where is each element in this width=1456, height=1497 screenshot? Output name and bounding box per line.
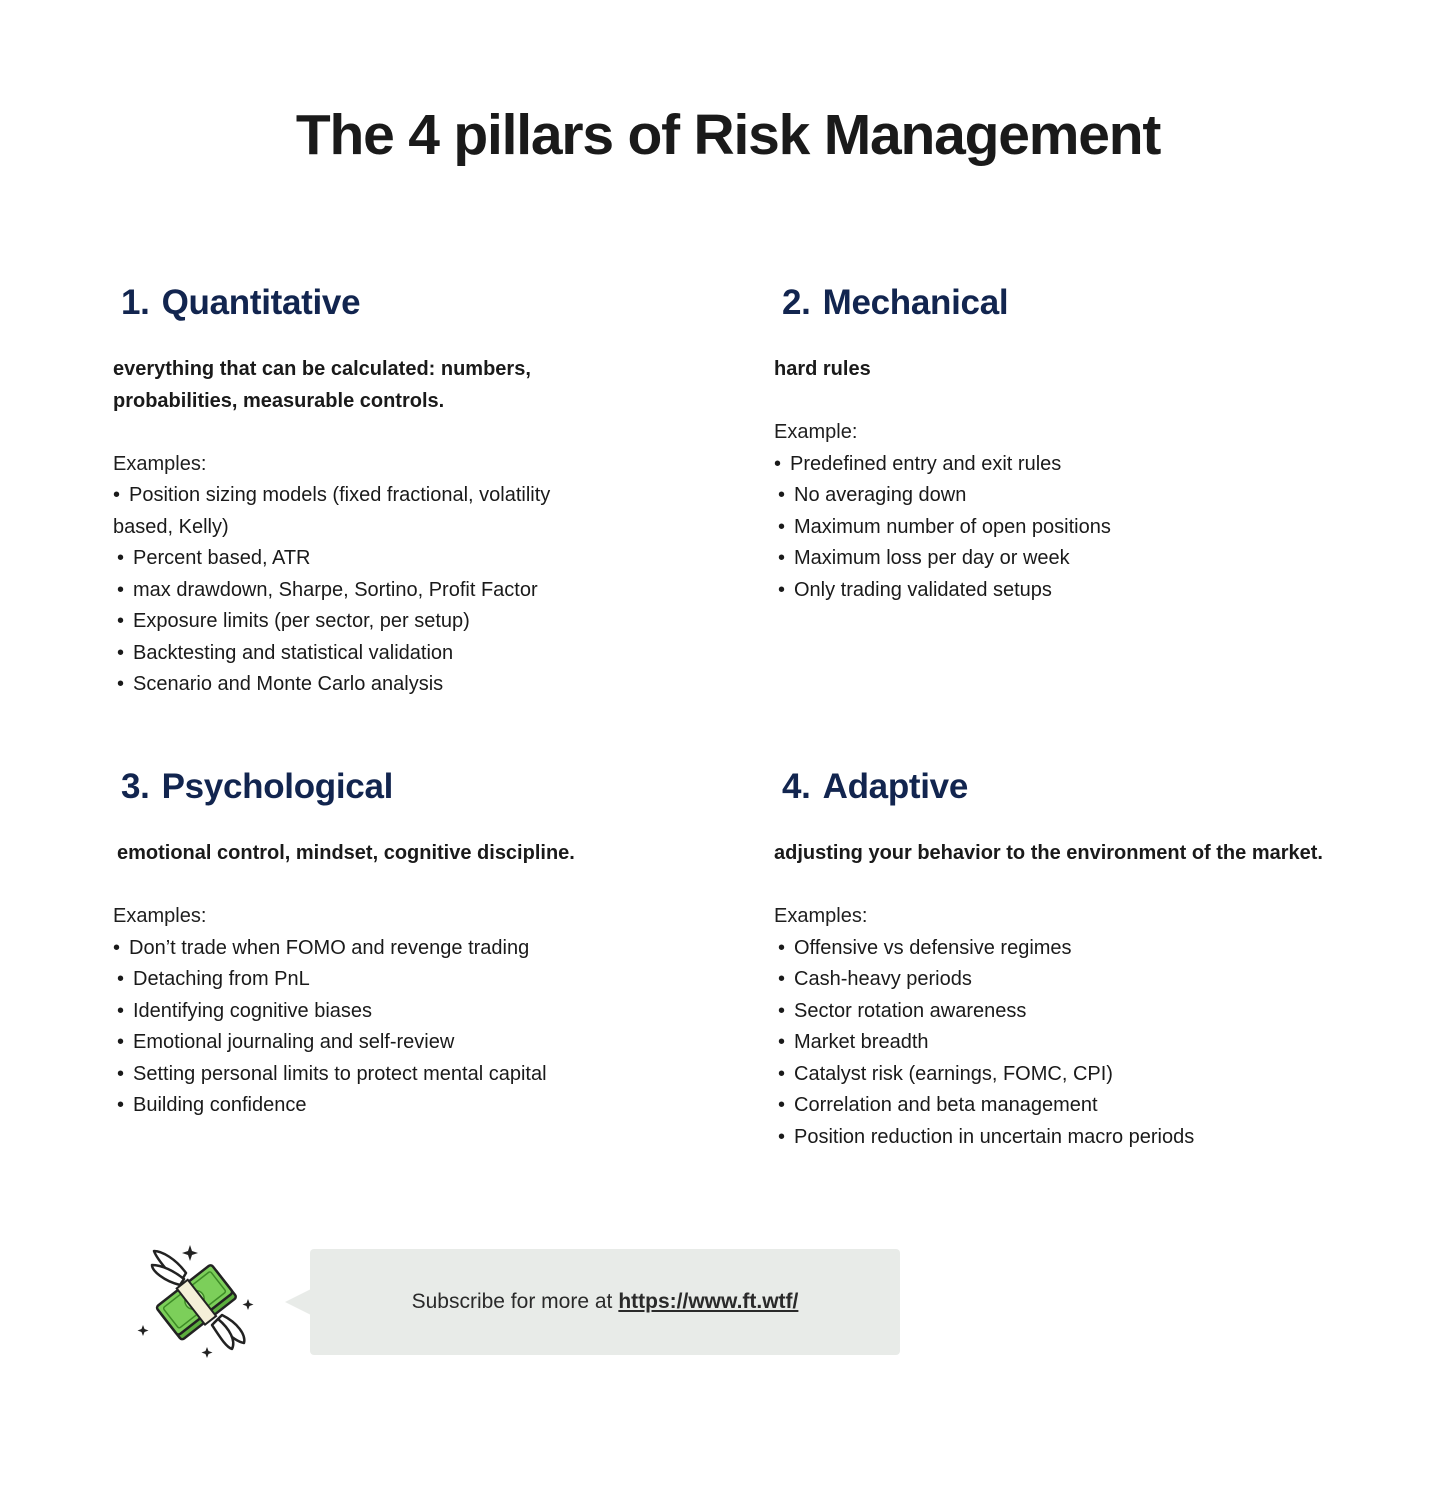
list-item: • Exposure limits (per sector, per setup) xyxy=(117,610,470,632)
list-item: • Maximum number of open positions xyxy=(778,515,1111,538)
list-item: • Backtesting and statistical validation xyxy=(117,641,454,664)
speech-bubble-tail xyxy=(285,1289,311,1315)
pillar-heading: 3. Psychological xyxy=(121,767,394,806)
list-item: • Position sizing models (fixed fractional, volatility based, Kelly) xyxy=(113,484,551,538)
list-item: • Only trading validated setups xyxy=(778,578,1052,601)
pillar-heading: 1. Quantitative xyxy=(121,283,361,322)
subscribe-banner xyxy=(310,1249,900,1355)
pillar-heading: 4. Adaptive xyxy=(782,767,969,806)
examples-label: Examples: xyxy=(113,905,207,927)
flying-money-icon xyxy=(134,1243,260,1361)
list-item: • Emotional journaling and self-review xyxy=(117,1031,455,1053)
list-item: • Market breadth xyxy=(778,1031,929,1053)
pillar-adaptive xyxy=(774,767,1414,1153)
list-item: • Detaching from PnL xyxy=(117,968,310,990)
list-item: • Offensive vs defensive regimes xyxy=(778,936,1072,959)
subscribe-link[interactable]: https://www.ft.wtf/ xyxy=(618,1290,799,1313)
list-item: • Maximum loss per day or week xyxy=(778,547,1070,569)
list-item: • Predefined entry and exit rules xyxy=(774,452,1062,475)
list-item: • Building confidence xyxy=(117,1094,307,1116)
pillar-heading: 2. Mechanical xyxy=(782,283,1009,322)
subscribe-text: Subscribe for more at xyxy=(411,1290,613,1313)
examples-list xyxy=(113,933,673,1122)
examples-label: Examples: xyxy=(113,452,207,475)
list-item: • Percent based, ATR xyxy=(117,547,311,569)
list-item: • Catalyst risk (earnings, FOMC, CPI) xyxy=(778,1062,1113,1085)
list-item: • max drawdown, Sharpe, Sortino, Profit Factor xyxy=(117,578,538,601)
list-item: • Correlation and beta management xyxy=(778,1094,1098,1116)
list-item: • Setting personal limits to protect mental capital xyxy=(117,1062,547,1085)
pillar-description: adjusting your behavior to the environment of the market. xyxy=(774,842,1323,864)
examples-label: Examples: xyxy=(774,905,868,927)
list-item: • Sector rotation awareness xyxy=(778,999,1027,1022)
list-item: • Don’t trade when FOMO and revenge trading xyxy=(113,936,530,959)
examples-label: Example: xyxy=(774,421,858,443)
pillar-mechanical xyxy=(774,283,1374,606)
pillar-description: everything that can be calculated: numbers, probabilities, measurable controls. xyxy=(113,358,531,412)
list-item: • Scenario and Monte Carlo analysis xyxy=(117,673,444,695)
list-item: • Identifying cognitive biases xyxy=(117,999,373,1022)
examples-list xyxy=(774,933,1414,1154)
examples-list xyxy=(774,449,1374,607)
pillar-description: hard rules xyxy=(774,358,871,380)
examples-list xyxy=(113,480,613,701)
list-item: • Cash-heavy periods xyxy=(778,968,972,990)
pillar-psychological xyxy=(113,767,673,1122)
list-item: • Position reduction in uncertain macro periods xyxy=(778,1125,1195,1148)
pillar-quantitative xyxy=(113,283,613,701)
page-title: The 4 pillars of Risk Management xyxy=(295,103,1161,167)
pillar-description: emotional control, mindset, cognitive discipline. xyxy=(117,842,575,864)
list-item: • No averaging down xyxy=(778,484,967,506)
